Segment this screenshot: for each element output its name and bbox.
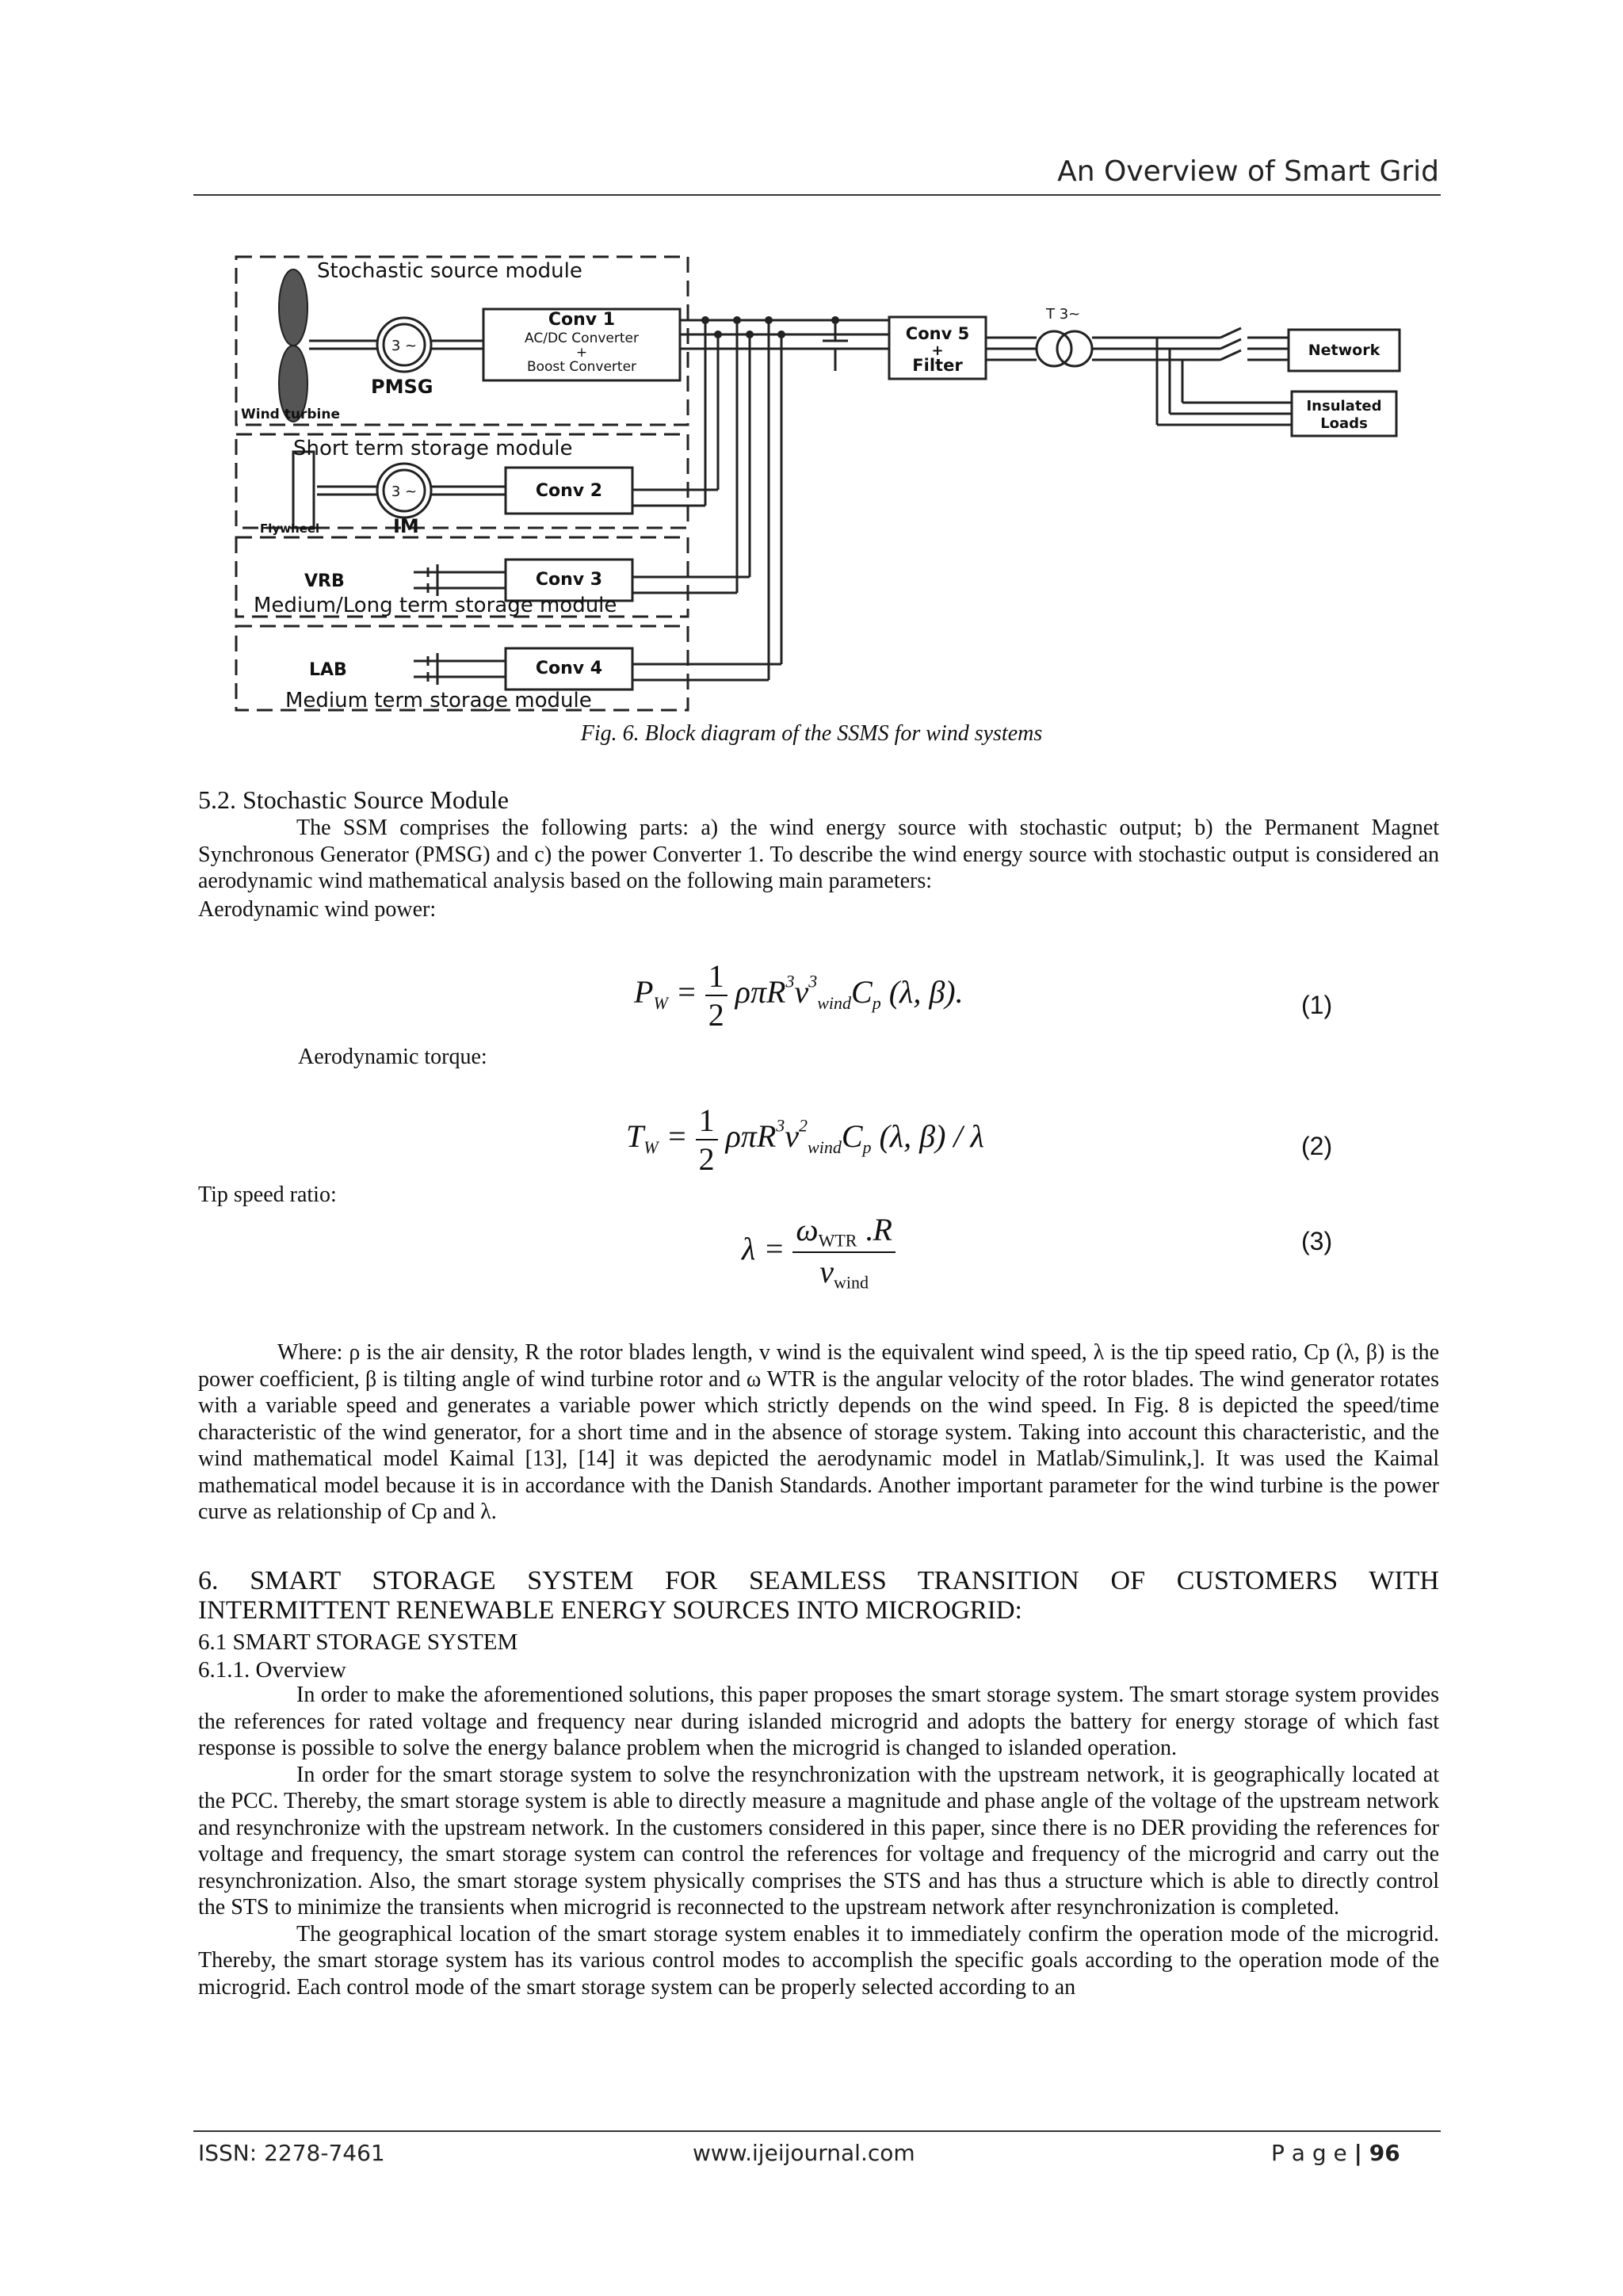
equation-3: λ = $\frac{\omega_{WTR} .R}{v_{wind}}$ (742, 1211, 896, 1293)
svg-text:VRB: VRB (304, 571, 345, 591)
footer-issn: ISSN: 2278-7461 (198, 2140, 385, 2166)
label-wind-power: Aerodynamic wind power: (198, 897, 437, 922)
equation-1-number: (1) (1301, 991, 1333, 1019)
im-symbol: 3 ~ (391, 483, 418, 500)
label-torque: Aerodynamic torque: (298, 1045, 487, 1069)
svg-text:PMSG: PMSG (371, 376, 433, 398)
svg-text:Conv 3: Conv 3 (535, 570, 603, 590)
svg-text:Wind turbine: Wind turbine (241, 407, 341, 422)
footer-page (1271, 2140, 1400, 2166)
footer-rule (193, 2130, 1441, 2132)
where-paragraph: Where: ρ is the air density, R the rotor blades length, v wind is the equivalent wind speed, λ is the tip speed ratio, Cp (λ, β) is the power coefficient, β is tilting angle of wind turbine rotor and ω WTR is the angular velocity of the rotor blades. The wind generator rotates with a variable speed and generates a variable power which strictly depends on the wind speed. In Fig. 8 is depicted the speed/time characteristic of the wind generator, for a short time and in the absence of storage system. Taking into account this characteristic, and the wind mathematical model Kaimal [13], [14] it was depicted the aerodynamic model in Matlab/Simulink,]. It was used the Kaimal mathematical model because it is in accordance with the Danish Standards. Another important parameter for the wind turbine is the power curve as relationship of Cp and λ. (198, 1340, 1440, 1524)
equation-1: $P_W$ = $\frac{1}{2}$ $\rho\pi R^3v^3_{wind}C_p$ (λ, β). (634, 958, 964, 1033)
svg-text:LAB: LAB (309, 660, 347, 680)
svg-text:T 3~: T 3~ (1046, 306, 1081, 323)
svg-text:Conv 2: Conv 2 (535, 481, 603, 501)
label-tip-speed: Tip speed ratio: (198, 1182, 337, 1207)
subsection-6-1-1: 6.1.1. Overview (198, 1657, 346, 1683)
svg-text:Network: Network (1308, 342, 1381, 359)
subsection-6-1: 6.1 SMART STORAGE SYSTEM (198, 1629, 518, 1655)
footer-page-label: P a g e (1271, 2140, 1347, 2166)
section-heading-6-line2: INTERMITTENT RENEWABLE ENERGY SOURCES INTO MICROGRID: (198, 1596, 1022, 1625)
svg-text:AC/DC Converter: AC/DC Converter (525, 330, 639, 346)
ssm-paragraph: The SSM comprises the following parts: a) the wind energy source with stochastic output; b) the Permanent Magnet Synchronous Generator (PMSG) and c) the power Converter 1. To describe the wind energy source with stochastic output is considered an aerodynamic wind mathematical analysis based on the following main parameters: (198, 816, 1439, 893)
running-header: An Overview of Smart Grid (1057, 155, 1439, 188)
svg-text:IM: IM (393, 515, 419, 537)
svg-text:Short term storage module: Short term storage module (293, 437, 573, 460)
equation-2-number: (2) (1301, 1132, 1333, 1160)
equation-2: $T_W$ = $\frac{1}{2}$ $\rho\pi R^3v^2_{wind}C_p$ (λ, β) / λ (626, 1102, 984, 1177)
ssm-title: Stochastic source module (317, 259, 582, 283)
overview-paragraphs: In order to make the aforementioned solutions, this paper proposes the smart storage system. The smart storage system provides the references for rated voltage and frequency near during islanded microgrid and adopts the battery for energy storage of which fast response is possible to solve the energy balance problem when the microgrid is changed to islanded operation. In order for the smart storage system to solve the resynchronization with the upstream network, it is geographically located at the PCC. Thereby, the smart storage system is able to directly measure a magnitude and phase angle of the voltage of the upstream network and resynchronize with the upstream network. In the customers considered in this paper, since there is no DER providing the references for voltage and frequency, the smart storage system can control the references for voltage and frequency of the microgrid and carry out the resynchronization. Also, the smart storage system physically comprises the STS and has thus a structure which is able to directly control the STS to minimize the transients when microgrid is reconnected to the upstream network after resynchronization is completed. The geographical location of the smart storage system enables it to immediately confirm the operation mode of the microgrid. Thereby, the smart storage system has its various control modes to accomplish the specific goals according to the operation mode of the microgrid. Each control mode of the smart storage system can be properly selected according to an (198, 1683, 1439, 2000)
svg-text:Conv 5: Conv 5 (905, 324, 970, 343)
figure-caption: Fig. 6. Block diagram of the SSMS for wind systems (580, 721, 1043, 746)
svg-text:Medium term storage module: Medium term storage module (285, 689, 592, 712)
footer-url: www.ijeijournal.com (693, 2140, 915, 2166)
svg-text:Medium/Long term storage modul: Medium/Long term storage module (254, 594, 617, 617)
svg-text:Conv 4: Conv 4 (535, 659, 603, 678)
header-rule (193, 194, 1441, 196)
pmsg-symbol: 3 ~ (391, 338, 418, 354)
section-heading-5-2: 5.2. Stochastic Source Module (198, 785, 509, 814)
svg-text:Loads: Loads (1320, 415, 1368, 432)
svg-text:+: + (931, 342, 944, 359)
svg-text:+: + (575, 345, 588, 361)
svg-text:Boost Converter: Boost Converter (526, 359, 637, 375)
footer-page-number: 96 (1369, 2140, 1400, 2166)
footer-page-sep: | (1354, 2140, 1362, 2166)
svg-text:Insulated: Insulated (1306, 398, 1382, 415)
svg-text:Filter: Filter (912, 356, 963, 375)
ssms-block-diagram (230, 252, 1426, 728)
equation-3-number: (3) (1301, 1227, 1333, 1255)
svg-text:Conv 1: Conv 1 (548, 310, 616, 330)
section-heading-6-line1: 6. SMART STORAGE SYSTEM FOR SEAMLESS TRANSITION OF CUSTOMERS WITH (198, 1566, 1439, 1595)
svg-text:Flywheel: Flywheel (260, 521, 320, 536)
